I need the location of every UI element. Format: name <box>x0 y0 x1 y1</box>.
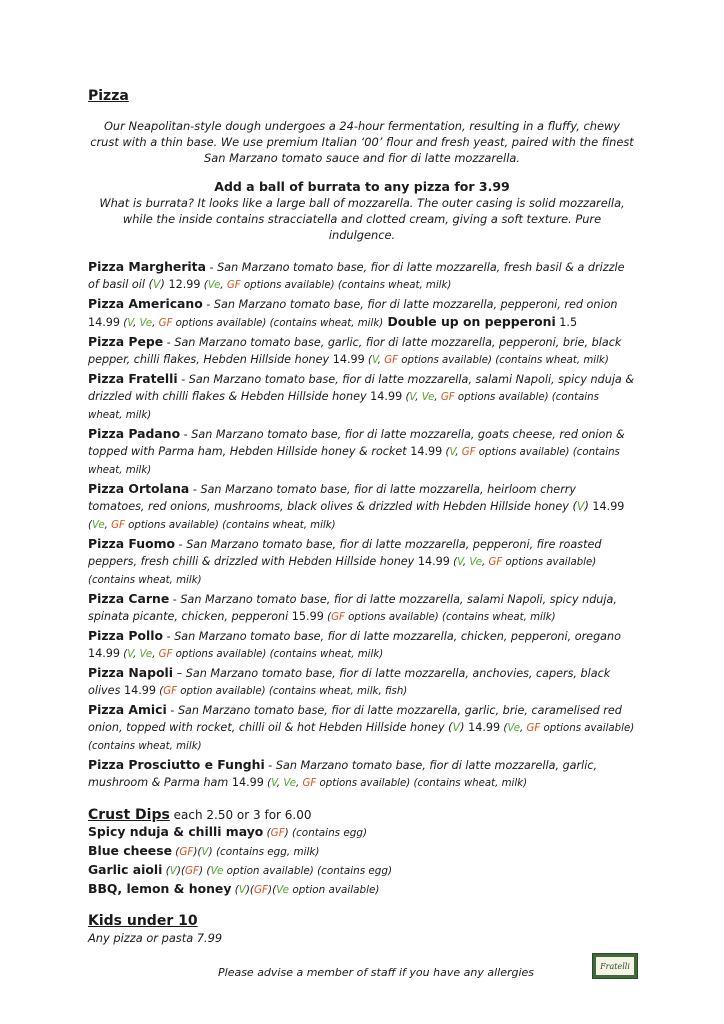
item-description: San Marzano tomato base, fior di latte mozzarella, pepperoni, fire roasted peppers, fresh chilli & drizzled with Hebden Hillside honey <box>88 538 602 568</box>
dip-name: BBQ, lemon & honey <box>88 881 232 896</box>
item-options: (Ve, GF options available) (contains wheat, milk) <box>200 280 452 291</box>
item-diet: (V) <box>444 721 465 734</box>
item-price: 14.99 <box>88 316 121 329</box>
extra-price: 1.5 <box>555 316 578 329</box>
item-name: Pizza Padano <box>88 426 181 441</box>
item-name: Pizza Napoli <box>88 665 174 680</box>
dip-note: (V)(GF)(Ve option available) <box>231 884 380 896</box>
item-separator: - <box>177 373 189 386</box>
menu-item <box>88 370 636 424</box>
item-separator: - <box>264 759 276 772</box>
item-separator: - <box>163 630 175 643</box>
item-options: (GF options available) (contains wheat, milk) <box>323 612 556 623</box>
pizza-intro: Our Neapolitan-style dough undergoes a 24-hour fermentation, resulting in a fluffy, chewy crust with a thin base. We use premium Italian ‘00’ flour and fresh yeast, paired with the finest San Marzano tomato sauce and fior di latte mozzarella. <box>90 119 634 165</box>
menu-item <box>88 535 636 589</box>
item-price: 14.99 <box>406 445 443 458</box>
dip-note: (V)(GF) (Ve option available) (contains egg) <box>162 865 393 877</box>
dip-name: Garlic aioli <box>88 862 163 877</box>
item-price: 14.99 <box>366 390 403 403</box>
dip-list <box>88 823 636 899</box>
item-options: (V, Ve, GF options available) (contains wheat, milk) <box>88 392 599 421</box>
menu-item <box>88 258 636 294</box>
dip-item <box>88 842 636 861</box>
item-description: San Marzano tomato base, fior di latte mozzarella, garlic, brie, caramelised red onion, topped with rocket, chilli oil & hot Hebden Hillside honey <box>88 704 622 734</box>
logo-text: Fratelli <box>596 957 634 975</box>
pizza-heading: Pizza <box>88 88 129 104</box>
item-description: San Marzano tomato base, fior di latte mozzarella, fresh basil & a drizzle of basil oil <box>88 261 625 291</box>
item-name: Pizza Americano <box>88 296 203 311</box>
item-separator: - <box>175 538 187 551</box>
item-options: (V, Ve, GF options available) (contains wheat, milk) <box>263 778 528 789</box>
menu-item <box>88 590 636 626</box>
item-name: Pizza Fratelli <box>88 371 178 386</box>
dip-note: (GF)(V) (contains egg, milk) <box>171 846 320 858</box>
item-options: (V, Ve, GF options available) (contains wheat, milk) <box>120 649 384 660</box>
item-description: San Marzano tomato base, fior di latte mozzarella, salami Napoli, spicy nduja & drizzled with chilli flakes & Hebden Hillside honey <box>88 373 635 403</box>
item-separator: – <box>173 667 186 680</box>
burrata-text: What is burrata? It looks like a large ball of mozzarella. The outer casing is solid mozzarella, while the inside contains stracciatella and clotted cream, giving a soft texture. Pure indulgence. <box>99 196 625 242</box>
menu-page <box>88 88 636 947</box>
item-separator: - <box>202 298 214 311</box>
item-options: (GF option available) (contains wheat, milk, fish) <box>156 686 408 697</box>
item-options: (V, Ve, GF options available) (contains wheat, milk) <box>120 318 384 329</box>
item-description: San Marzano tomato base, fior di latte mozzarella, garlic, mushroom & Parma ham <box>88 759 598 789</box>
menu-item <box>88 664 636 700</box>
menu-item <box>88 756 636 792</box>
item-price: 14.99 <box>88 647 121 660</box>
dip-name: Blue cheese <box>88 843 172 858</box>
item-description: San Marzano tomato base, fior di latte mozzarella, chicken, pepperoni, oregano <box>174 630 621 643</box>
item-options: (V, GF options available) (contains wheat, milk) <box>364 355 609 366</box>
item-price: 14.99 <box>120 684 156 697</box>
item-name: Pizza Prosciutto e Funghi <box>88 757 265 772</box>
item-options: (Ve, GF options available) (contains wheat, milk) <box>88 723 635 752</box>
dip-item <box>88 823 636 842</box>
item-diet: (V) <box>568 500 589 513</box>
item-options: (Ve, GF options available) (contains wheat, milk) <box>88 520 336 531</box>
item-description: San Marzano tomato base, fior di latte mozzarella, anchovies, capers, black olives <box>88 667 611 697</box>
item-price: 14.99 <box>228 776 264 789</box>
item-description: San Marzano tomato base, garlic, fior di latte mozzarella, pepperoni, brie, black pepper, chilli flakes, Hebden Hillside honey <box>88 336 622 366</box>
menu-item <box>88 627 636 663</box>
item-price: 12.99 <box>164 278 201 291</box>
item-price: 14.99 <box>414 555 450 568</box>
menu-item <box>88 701 636 755</box>
item-price: 14.99 <box>588 500 625 513</box>
item-name: Pizza Carne <box>88 591 170 606</box>
item-description: San Marzano tomato base, fior di latte mozzarella, salami Napoli, spicy nduja, spinata picante, chicken, pepperoni <box>88 593 617 623</box>
burrata-title: Add a ball of burrata to any pizza for 3.99 <box>214 179 510 194</box>
kids-heading: Kids under 10 <box>88 913 198 929</box>
item-name: Pizza Pollo <box>88 628 164 643</box>
crust-dips-heading: Crust Dips <box>88 807 170 823</box>
item-price: 14.99 <box>464 721 501 734</box>
dip-item <box>88 880 636 899</box>
item-price: 15.99 <box>288 610 324 623</box>
dip-note: (GF) (contains egg) <box>263 827 368 839</box>
item-price: 14.99 <box>329 353 365 366</box>
crust-dips-price: each 2.50 or 3 for 6.00 <box>169 808 312 822</box>
menu-item <box>88 295 636 332</box>
item-diet: (V) <box>144 278 165 291</box>
pizza-list <box>88 258 636 792</box>
item-separator: - <box>166 704 178 717</box>
item-options: (V, GF options available) (contains wheat, milk) <box>88 447 620 476</box>
menu-item <box>88 333 636 369</box>
item-separator: - <box>163 336 175 349</box>
item-name: Pizza Margherita <box>88 259 206 274</box>
item-separator: - <box>169 593 181 606</box>
item-description: San Marzano tomato base, fior di latte mozzarella, heirloom cherry tomatoes, red onions, mushrooms, black olives & drizzled with Hebden Hillside honey <box>88 483 577 513</box>
item-description: San Marzano tomato base, fior di latte mozzarella, pepperoni, red onion <box>213 298 618 311</box>
menu-item <box>88 480 636 534</box>
extra-name: Double up on pepperoni <box>383 314 556 329</box>
item-separator: - <box>205 261 218 274</box>
item-name: Pizza Ortolana <box>88 481 190 496</box>
allergy-notice: Please advise a member of staff if you have any allergies <box>218 966 535 979</box>
kids-text: Any pizza or pasta 7.99 <box>88 931 223 945</box>
item-description: San Marzano tomato base, fior di latte mozzarella, goats cheese, red onion & topped with Parma ham, Hebden Hillside honey & rocket <box>88 428 625 458</box>
crust-dips-section <box>88 804 636 899</box>
menu-item <box>88 425 636 479</box>
item-name: Pizza Amici <box>88 702 167 717</box>
fratelli-logo <box>592 953 638 979</box>
item-name: Pizza Pepe <box>88 334 164 349</box>
dip-item <box>88 861 636 880</box>
item-name: Pizza Fuomo <box>88 536 176 551</box>
item-options: (V, Ve, GF options available) (contains wheat, milk) <box>88 557 597 586</box>
kids-section <box>88 913 636 947</box>
dip-name: Spicy nduja & chilli mayo <box>88 824 264 839</box>
item-separator: - <box>180 428 192 441</box>
item-separator: - <box>189 483 201 496</box>
